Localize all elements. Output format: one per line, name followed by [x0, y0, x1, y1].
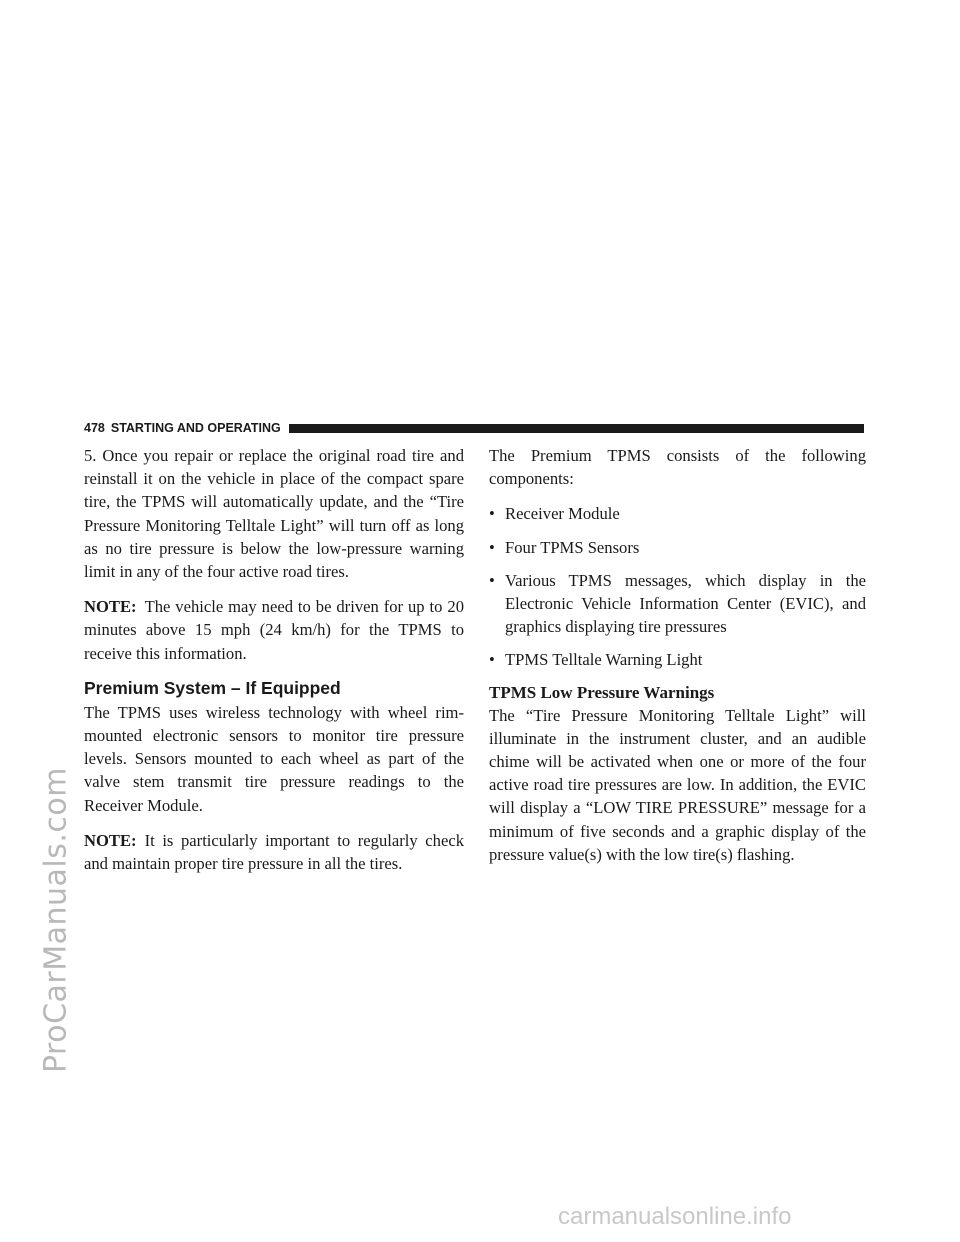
- bullet-icon: •: [489, 504, 495, 524]
- note-2-label: NOTE:: [84, 830, 137, 850]
- components-intro: The Premium TPMS consists of the following components:: [489, 446, 866, 489]
- premium-system-paragraph: The TPMS uses wireless technology with wheel rim-mounted electronic sensors to monitor tire pressure levels. Sensors mounted to each wheel as part of the valve stem transmit tire pressure readings to the Receiver Module.: [84, 702, 464, 815]
- list-item: [489, 536, 866, 559]
- note-2-text: It is particularly important to regularly check and maintain proper tire pressure in all the tires.: [84, 830, 464, 874]
- bullet-icon: •: [489, 650, 495, 670]
- bottom-watermark: carmanualsonline.info: [558, 1203, 792, 1230]
- section-title: STARTING AND OPERATING: [110, 421, 281, 435]
- left-column: [84, 444, 464, 887]
- list-item-text: Various TPMS messages, which display in the Electronic Vehicle Information Center (EVIC), and graphics displaying tire pressures: [505, 570, 866, 637]
- low-pressure-warnings-paragraph: The “Tire Pressure Monitoring Telltale Light” will illuminate in the instrument cluster, and an audible chime will be activated when one or more of the four active road tire pressures are low. In addition, the EVIC will display a “LOW TIRE PRESSURE” message for a minimum of five seconds and a graphic display of the pressure value(s) with the low tire(s) flashing.: [489, 705, 866, 864]
- note-2: [84, 829, 464, 875]
- note-1-label: NOTE:: [84, 597, 137, 617]
- list-item: [489, 648, 866, 671]
- list-item: [489, 569, 866, 639]
- list-item-text: Four TPMS Sensors: [505, 537, 640, 557]
- page-number: 478: [84, 421, 105, 435]
- header-rule: [289, 424, 864, 433]
- bullet-icon: •: [489, 537, 495, 557]
- bullet-icon: •: [489, 570, 495, 590]
- low-pressure-warnings-heading: TPMS Low Pressure Warnings: [489, 682, 715, 702]
- right-column: [489, 444, 866, 878]
- side-watermark: ProCarManuals.com: [38, 766, 74, 1074]
- components-list: [489, 502, 866, 671]
- note-1-text: The vehicle may need to be driven for up to 20 minutes above 15 mph (24 km/h) for the TPMS to receive this information.: [84, 597, 464, 663]
- premium-system-heading: Premium System – If Equipped: [84, 677, 341, 698]
- page-header: [84, 420, 864, 436]
- list-item: [489, 502, 866, 525]
- list-item-text: Receiver Module: [505, 504, 620, 524]
- list-item-text: TPMS Telltale Warning Light: [505, 650, 703, 670]
- step-5-paragraph: 5. Once you repair or replace the original road tire and reinstall it on the vehicle in place of the compact spare tire, the TPMS will automatically update, and the “Tire Pressure Monitoring Telltale Light” will turn off as long as no tire pressure is below the low-pressure warning limit in any of the four active road tires.: [84, 446, 464, 582]
- note-1: [84, 595, 464, 665]
